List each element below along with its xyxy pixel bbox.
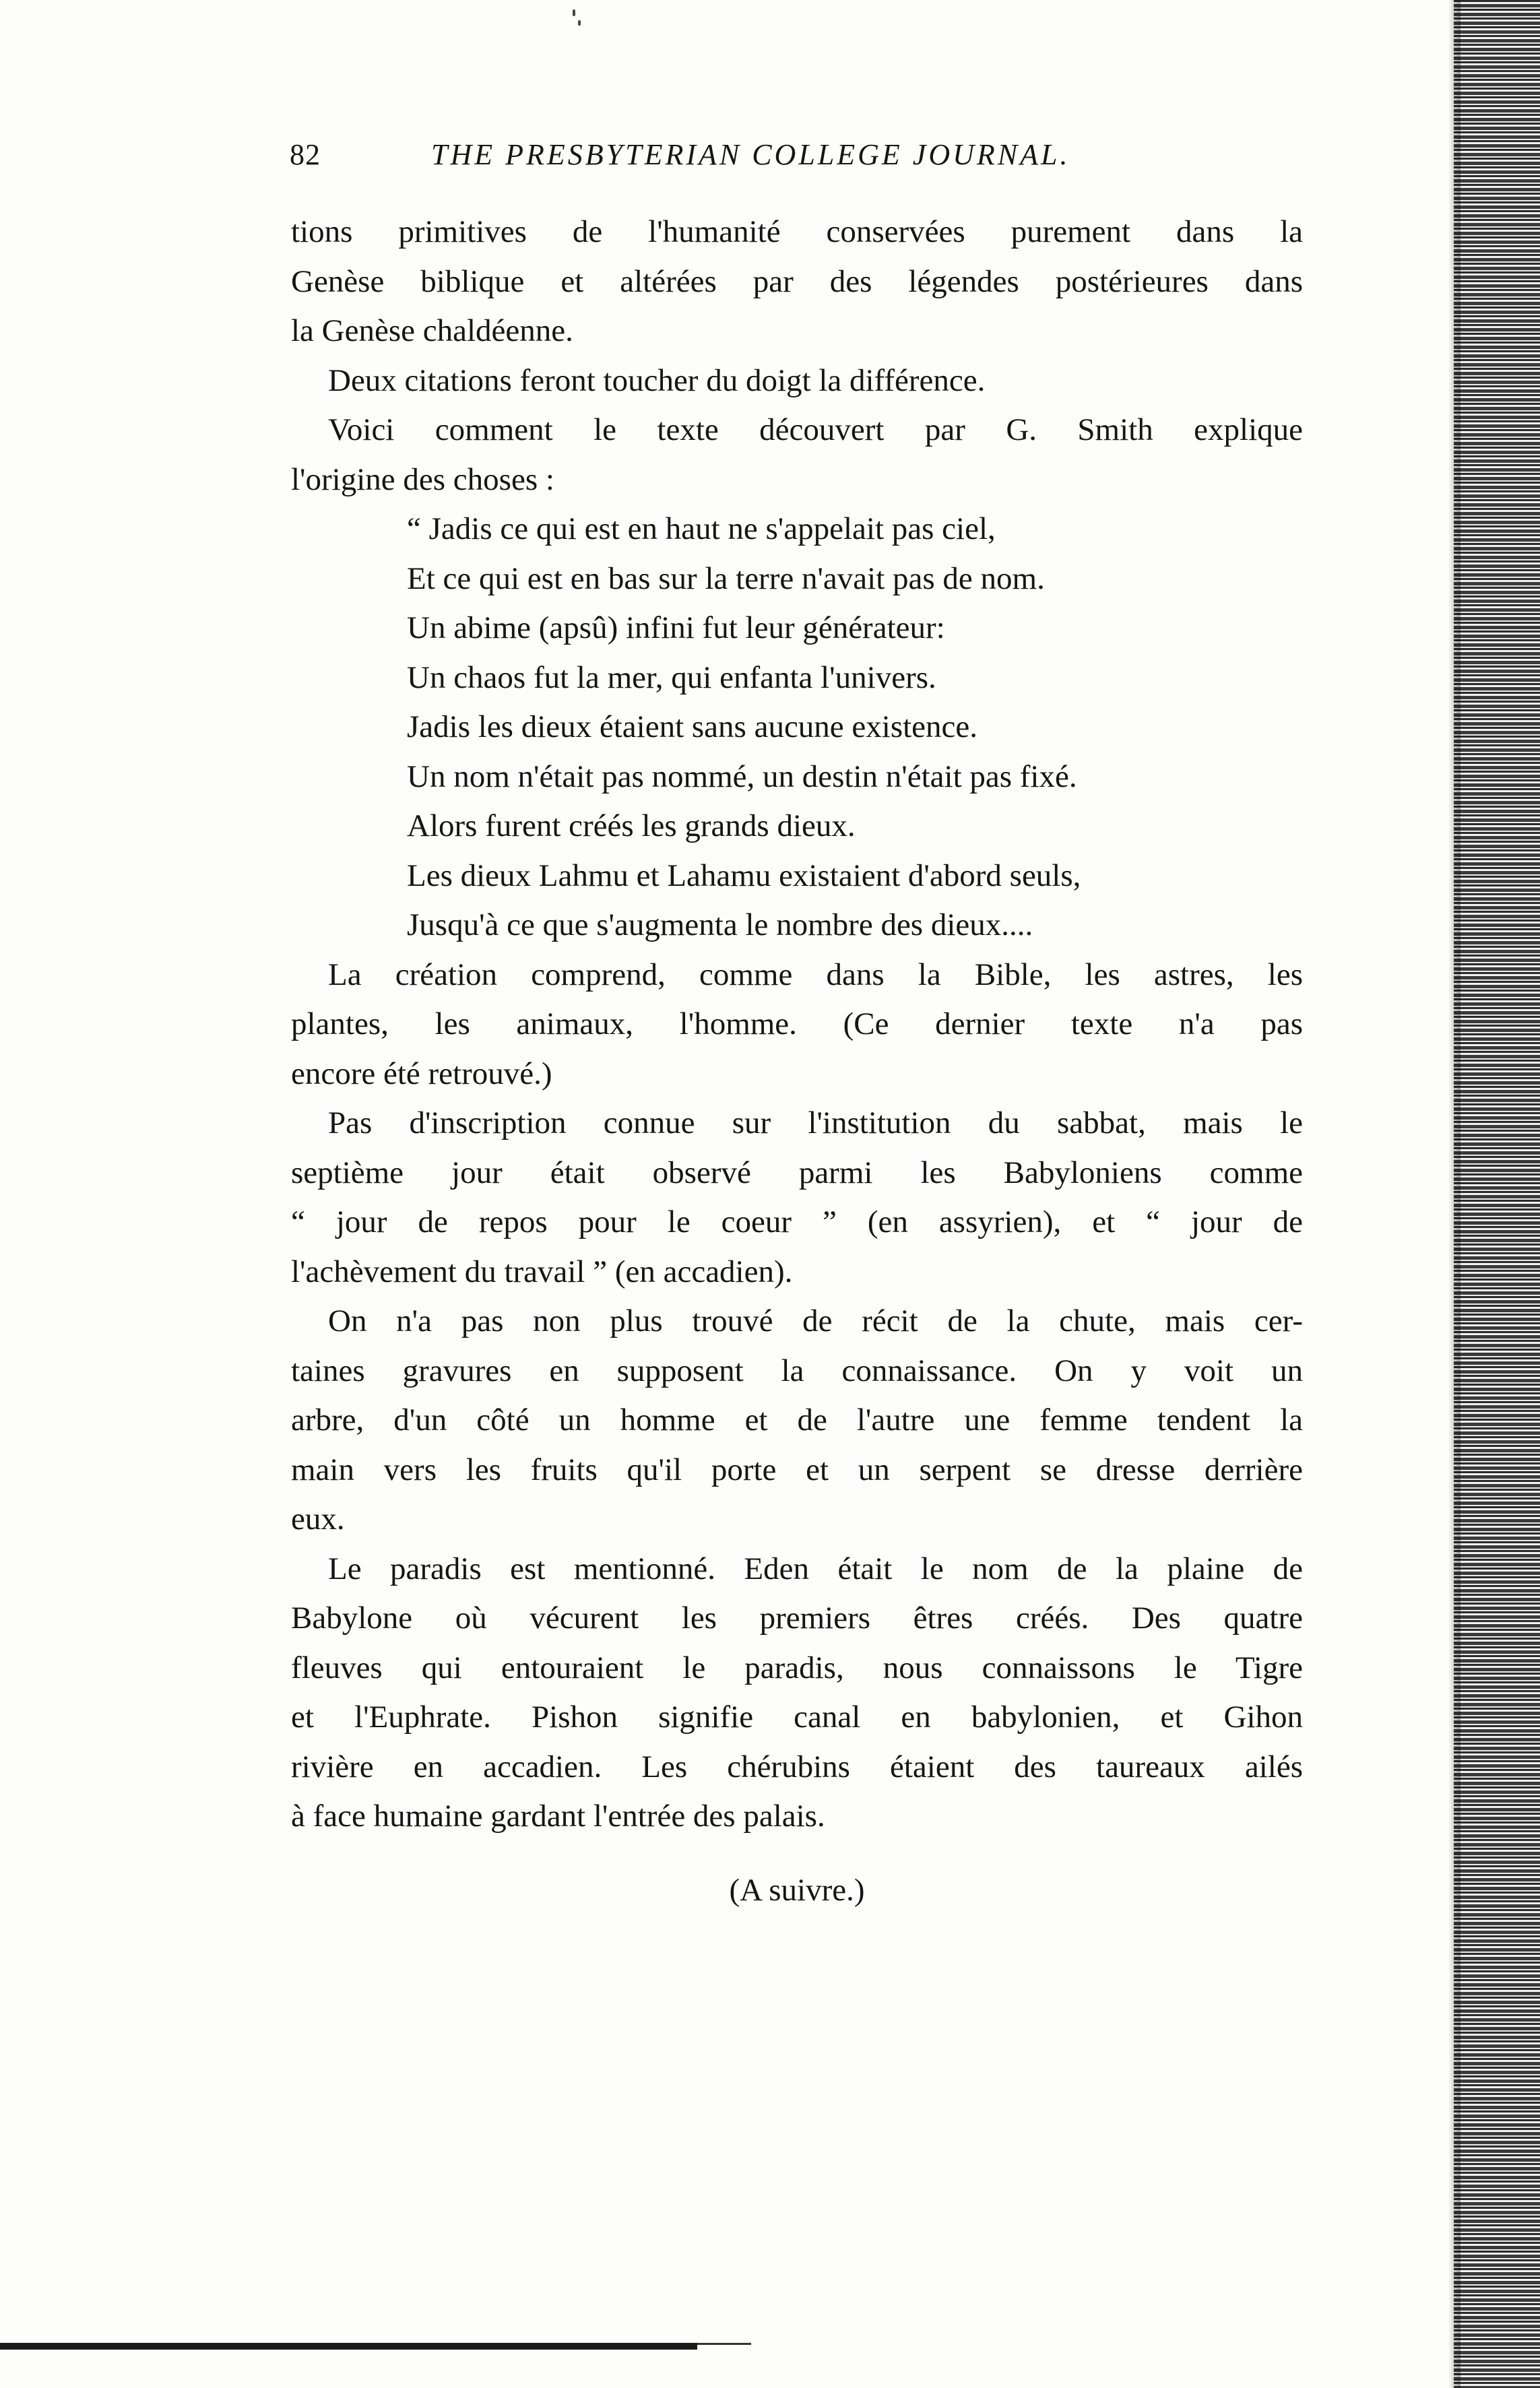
text-line: On n'a pas non plus trouvé de récit de la chute, mais cer- [328, 1303, 1303, 1338]
text-line: Le paradis est mentionné. Eden était le nom de la plaine de [328, 1551, 1303, 1586]
text-line: Deux citations feront toucher du doigt la différence. [328, 362, 986, 398]
closing-spacer [291, 1842, 1303, 1866]
page-number: 82 [290, 138, 321, 171]
text-line: l'achèvement du travail ” (en accadien). [291, 1254, 793, 1289]
text-line: la Genèse chaldéenne. [291, 313, 573, 348]
running-head [290, 135, 1314, 175]
text-line: Voici comment le texte découvert par G. Smith explique [328, 412, 1303, 447]
scan-speck [573, 9, 575, 16]
verse-line: “ Jadis ce qui est en haut ne s'appelait pas ciel, [407, 511, 996, 546]
text-line: septième jour était observé parmi les Babyloniens comme [291, 1155, 1303, 1190]
text-line: tions primitives de l'humanité conservées purement dans la [291, 214, 1303, 249]
article-body [291, 207, 1303, 1915]
verse-line: Alors furent créés les grands dieux. [407, 808, 856, 843]
verse-line: Les dieux Lahmu et Lahamu existaient d'abord seuls, [407, 858, 1081, 893]
bottom-rule-tail [697, 2343, 751, 2345]
scan-speck [578, 20, 581, 26]
text-line: encore été retrouvé.) [291, 1056, 552, 1091]
binding-shadow [1448, 0, 1461, 2388]
binding-edge [1454, 0, 1540, 2388]
text-line: main vers les fruits qu'il porte et un serpent se dresse derrière [291, 1452, 1303, 1487]
text-line: Genèse biblique et altérées par des légendes postérieures dans [291, 263, 1303, 299]
verse-line: Jusqu'à ce que s'augmenta le nombre des dieux.... [407, 907, 1033, 942]
journal-title: THE PRESBYTERIAN COLLEGE JOURNAL. [431, 138, 1070, 171]
verse-line: Et ce qui est en bas sur la terre n'avait pas de nom. [407, 560, 1045, 596]
verse-line: Jadis les dieux étaient sans aucune existence. [407, 709, 978, 744]
text-line: eux. [291, 1502, 345, 1537]
text-line: rivière en accadien. Les chérubins étaient des taureaux ailés [291, 1749, 1303, 1784]
verse-line: Un nom n'était pas nommé, un destin n'était pas fixé. [407, 759, 1077, 794]
verse-line: Un chaos fut la mer, qui enfanta l'univers. [407, 659, 936, 695]
text-line: fleuves qui entouraient le paradis, nous connaissons le Tigre [291, 1650, 1303, 1685]
text-line: et l'Euphrate. Pishon signifie canal en babylonien, et Gihon [291, 1700, 1303, 1735]
text-line: Babylone où vécurent les premiers êtres créés. Des quatre [291, 1601, 1303, 1636]
text-line: plantes, les animaux, l'homme. (Ce dernier texte n'a pas [291, 1006, 1303, 1041]
text-line: l'origine des choses : [291, 461, 554, 497]
verse-line: Un abime (apsû) infini fut leur générateur: [407, 610, 945, 645]
text-line: Pas d'inscription connue sur l'institution du sabbat, mais le [328, 1105, 1303, 1140]
bottom-rule [0, 2343, 697, 2350]
to-be-continued: (A suivre.) [729, 1872, 865, 1908]
text-line: à face humaine gardant l'entrée des palais. [291, 1799, 825, 1834]
text-line: “ jour de repos pour le coeur ” (en assyrien), et “ jour de [291, 1204, 1303, 1239]
text-line: taines gravures en supposent la connaissance. On y voit un [291, 1353, 1303, 1388]
text-line: arbre, d'un côté un homme et de l'autre une femme tendent la [291, 1402, 1303, 1438]
text-line: La création comprend, comme dans la Bible, les astres, les [328, 957, 1303, 992]
